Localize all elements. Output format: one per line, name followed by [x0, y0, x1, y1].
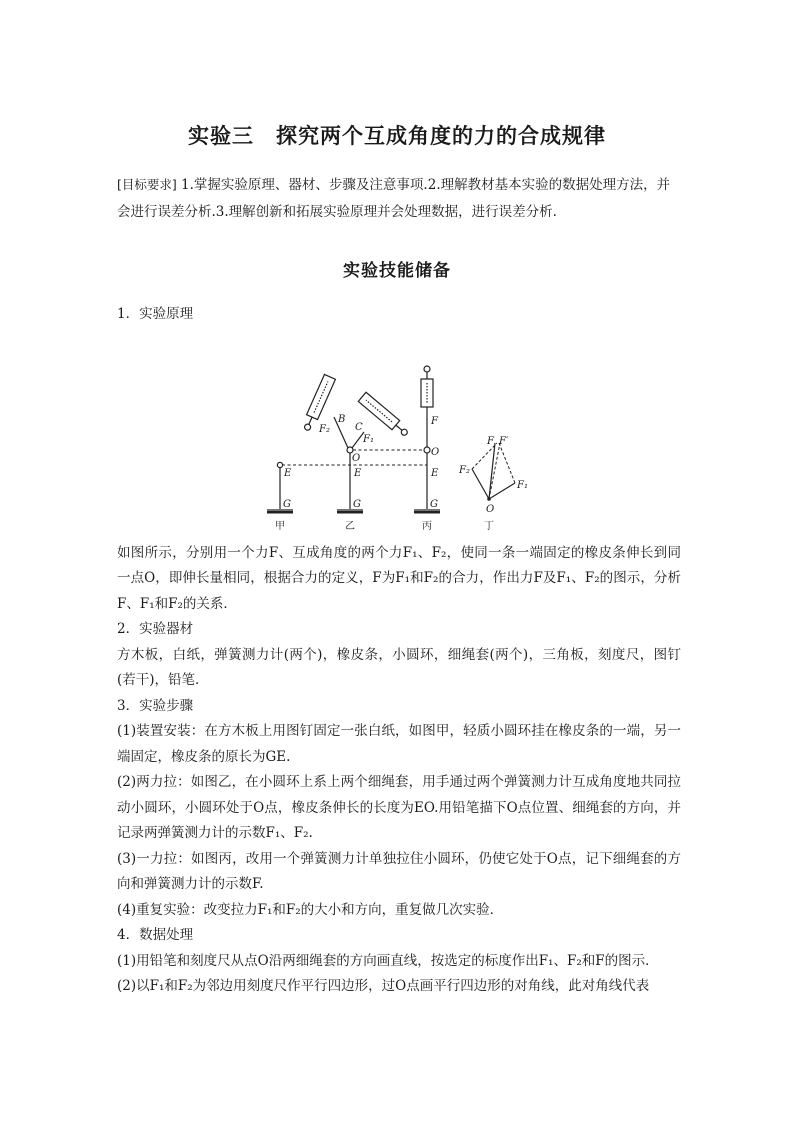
label-f2-yi: F₂	[319, 423, 330, 435]
label-f2-ding: F₂	[459, 464, 470, 476]
objectives-tag: [目标要求]	[117, 177, 177, 192]
spring-scale-f1	[358, 392, 410, 438]
ring-bing	[424, 447, 430, 453]
label-g-jia: G	[283, 498, 291, 510]
data-step-2: (2)以F₁和F₂为邻边用刻度尺作平行四边形，过O点画平行四边形的对角线，此对角线代表	[117, 978, 650, 994]
caption-ding: 丁	[484, 520, 494, 532]
label-o-bing: O	[431, 446, 440, 458]
step-4: (4)重复实验：改变拉力F₁和F₂的大小和方向，重复做几次实验．	[117, 901, 504, 918]
label-f1-yi: F₁	[363, 433, 374, 445]
vector-f2	[472, 469, 489, 499]
page-title: 实验三 探究两个互成角度的力的合成规律	[188, 124, 606, 148]
caption-jia: 甲	[275, 520, 285, 532]
equipment-paragraph: 方木板，白纸，弹簧测力计(两个)，橡皮条，小圆环，细绳套(两个)，三角板，刻度尺，图钉(若干)，铅笔．	[117, 646, 681, 688]
heading-data-processing: 4．数据处理	[117, 927, 194, 943]
step-1: (1)装置安装：在方木板上用图钉固定一张白纸，如图甲，轻质小圆环挂在橡皮条的一端，另一端固定，橡皮条的原长为GE.	[117, 723, 681, 765]
label-e-bing: E	[431, 467, 439, 479]
label-o-ding: O	[486, 503, 495, 515]
experiment-figure	[117, 331, 681, 539]
label-fprime-ding: F′	[499, 435, 509, 447]
label-f1-ding: F₁	[517, 479, 528, 491]
data-step-1: (1)用铅笔和刻度尺从点O沿两细绳套的方向画直线，按选定的标度作出F₁、F₂和F的图示．	[117, 952, 659, 969]
heading-principle: 1．实验原理	[117, 306, 194, 322]
caption-yi: 乙	[345, 520, 355, 532]
ring-jia	[277, 462, 282, 467]
hatch-bing	[414, 511, 440, 514]
body-content	[117, 302, 681, 1000]
step-3: (3)一力拉：如图丙，改用一个弹簧测力计单独拉住小圆环，仍使它处于O点，记下细绳套的方向和弹簧测力计的示数F.	[117, 850, 681, 892]
caption-bing: 丙	[422, 520, 432, 532]
label-g-bing: G	[430, 498, 438, 510]
step-2: (2)两力拉：如图乙，在小圆环上系上两个细绳套，用手通过两个弹簧测力计互成角度地共同拉动小圆环，小圆环处于O点，橡皮条伸长的长度为EO.用铅笔描下O点位置、细绳套的方向，并记录两弹簧测力计的示数F₁、F₂.	[117, 774, 681, 841]
hatch-jia	[267, 511, 293, 514]
parallel-side-b	[499, 443, 515, 483]
label-e-jia: E	[284, 467, 292, 479]
experiment-diagram	[117, 331, 681, 539]
label-e-yi: E	[354, 467, 362, 479]
principle-paragraph: 如图所示，分别用一个力F、互成角度的两个力F₁、F₂，使同一条一端固定的橡皮条伸长到同一点O，即伸长量相同，根据合力的定义，F为F₁和F₂的合力，作出力F及F₁、F₂的图示，分析F、F₁和F₂的关系．	[117, 544, 681, 612]
objectives-text: 1.掌握实验原理、器材、步骤及注意事项.2.理解教材基本实验的数据处理方法，并会进行误差分析.3.理解创新和拓展实验原理并会处理数据，进行误差分析.	[117, 177, 671, 220]
objectives-paragraph	[117, 171, 681, 226]
heading-steps: 3．实验步骤	[117, 697, 194, 714]
spring-scale-f	[421, 366, 433, 407]
label-c: C	[355, 421, 363, 433]
label-o-yi: O	[352, 452, 361, 464]
heading-equipment: 2．实验器材	[117, 621, 194, 637]
label-b: B	[338, 413, 346, 425]
section-title: 实验技能储备	[343, 261, 451, 281]
label-f-ding: F	[487, 435, 494, 447]
label-f-bing: F	[431, 415, 438, 427]
vector-f	[489, 443, 495, 499]
vector-f1	[489, 483, 515, 499]
hatch-yi	[337, 511, 363, 514]
label-g-yi: G	[353, 498, 361, 510]
point-o-ding	[487, 497, 491, 501]
